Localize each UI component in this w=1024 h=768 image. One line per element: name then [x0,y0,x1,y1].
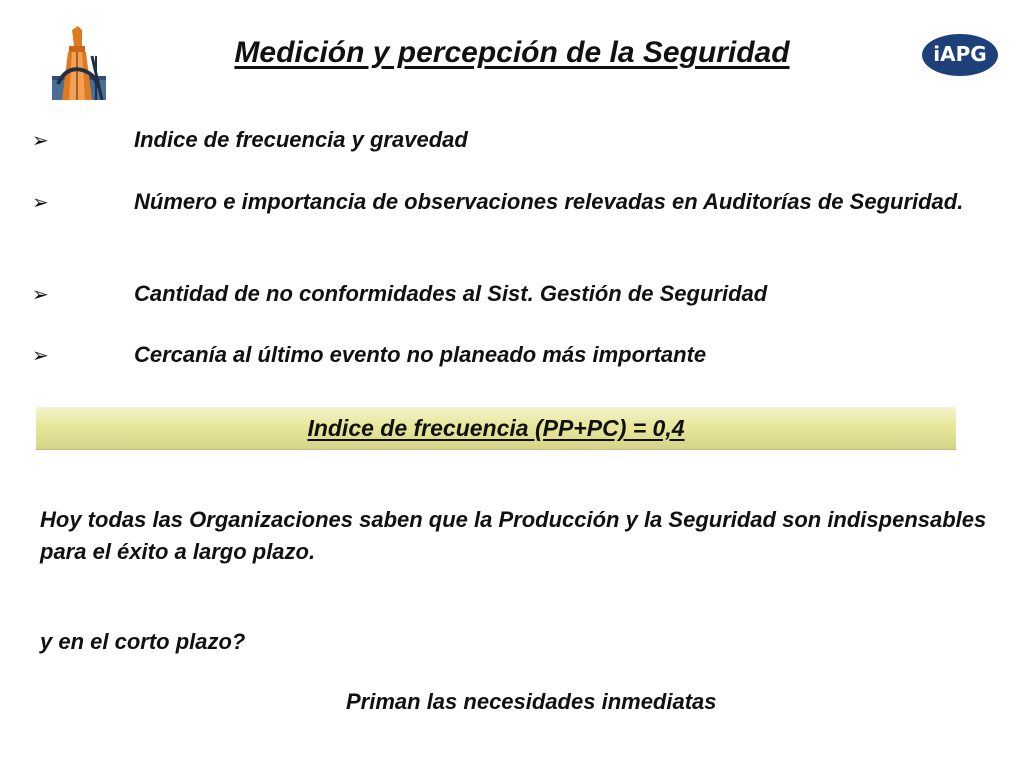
frequency-index-text: Indice de frecuencia (PP+PC) = 0,4 [307,415,685,441]
iapg-logo-text: iAPG [933,42,987,66]
answer-paragraph: Priman las necesidades inmediatas [346,689,717,714]
bullet-text: Número e importancia de observaciones relevadas en Auditorías de Seguridad. [134,189,964,214]
bullet-text: Cantidad de no conformidades al Sist. Gestión de Seguridad [134,281,768,306]
arrow-bullet-icon: ➢ [32,343,49,367]
page-title: Medición y percepción de la Seguridad [234,36,790,69]
frequency-index-banner [36,407,956,450]
arrow-bullet-icon: ➢ [32,128,49,152]
iapg-logo [922,34,998,76]
question-paragraph: y en el corto plazo? [40,629,246,654]
bullet-text: Indice de frecuencia y gravedad [134,127,468,152]
arrow-bullet-icon: ➢ [32,190,49,214]
bullet-text: Cercanía al último evento no planeado más importante [134,342,707,367]
statement-paragraph: Hoy todas las Organizaciones saben que la Producción y la Seguridad son indispensables para el éxito a largo plazo. [40,507,987,564]
arrow-bullet-icon: ➢ [32,282,49,306]
